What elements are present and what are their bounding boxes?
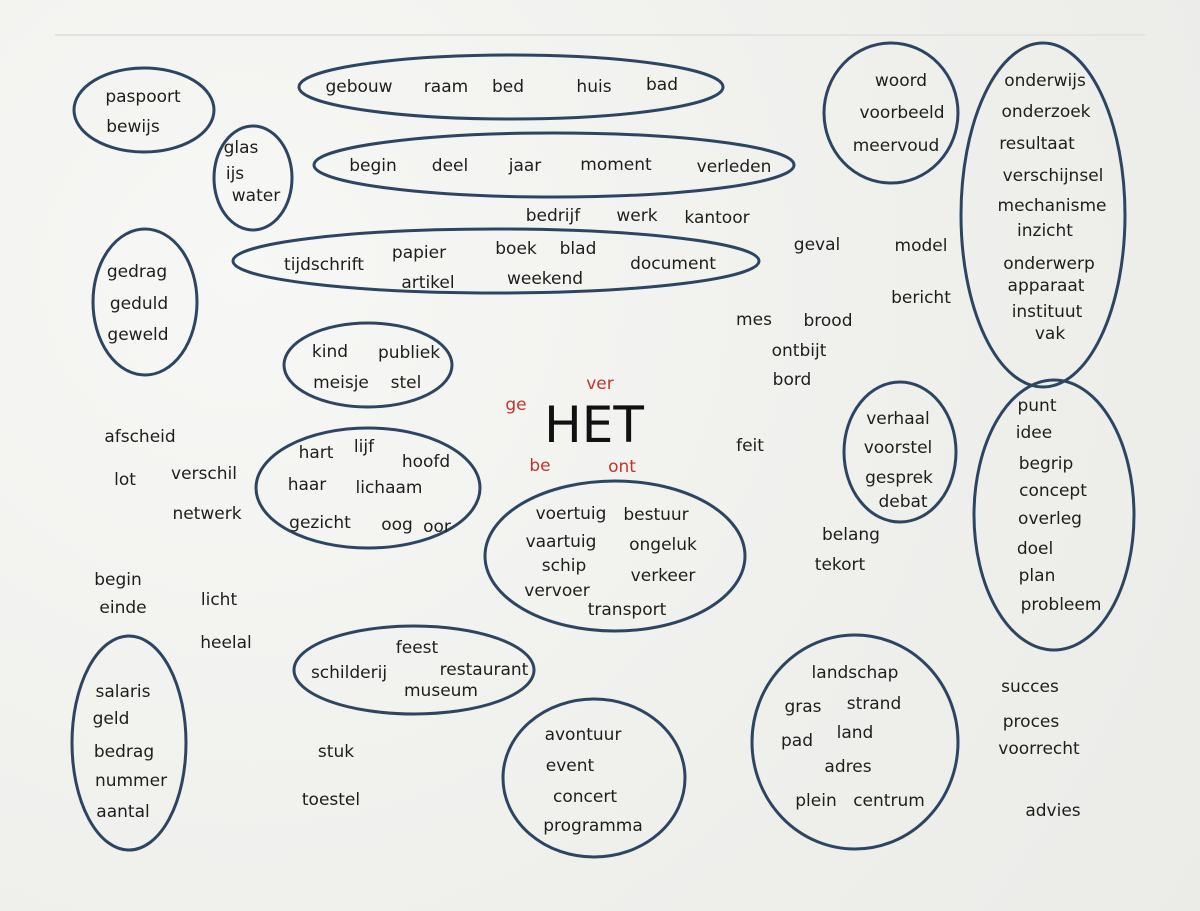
group-word: gedrag — [106, 262, 168, 282]
loose-word: kantoor — [684, 208, 750, 228]
loose-word: ontbijt — [771, 341, 827, 361]
group-word: geduld — [109, 294, 169, 314]
group-word: verkeer — [630, 566, 696, 586]
group-word: debat — [878, 492, 928, 512]
group-word: geld — [92, 709, 130, 729]
group-word: landschap — [811, 663, 899, 683]
group-word: geweld — [107, 325, 169, 345]
group-word: glas — [223, 138, 259, 158]
loose-word: bord — [772, 370, 812, 390]
loose-word: mes — [736, 310, 772, 330]
group-word: bewijs — [106, 117, 160, 137]
group-word: deel — [431, 156, 469, 176]
group-word: ijs — [225, 164, 245, 184]
loose-word: tekort — [814, 555, 866, 575]
loose-word: toestel — [301, 790, 361, 810]
loose-word: verschil — [171, 464, 237, 484]
group-word: gezicht — [289, 513, 351, 533]
group-word: blad — [559, 239, 597, 259]
group-word: water — [231, 186, 281, 206]
group-word: overleg — [1018, 509, 1082, 529]
group-word: salaris — [95, 682, 151, 702]
group-word: gesprek — [865, 468, 933, 488]
group-word: bed — [491, 77, 525, 97]
group-word: onderwijs — [1004, 71, 1086, 91]
group-word: vaartuig — [525, 532, 597, 552]
loose-word: proces — [1002, 712, 1060, 732]
group-word: museum — [404, 681, 478, 701]
group-word: oog — [381, 515, 413, 535]
group-word: begin — [349, 156, 397, 176]
loose-word: advies — [1025, 801, 1081, 821]
group-word: voorbeeld — [859, 103, 945, 123]
group-word: nummer — [94, 771, 168, 791]
group-word: probleem — [1020, 595, 1102, 615]
loose-word: afscheid — [104, 427, 176, 447]
group-word: kind — [311, 342, 349, 362]
group-word: concept — [1019, 481, 1087, 501]
prefix-be: be — [529, 456, 551, 476]
group-word: adres — [824, 757, 872, 777]
group-word: meisje — [313, 373, 369, 393]
group-word: ongeluk — [629, 535, 697, 555]
group-word: oor — [423, 517, 451, 537]
group-word: verschijnsel — [1002, 166, 1104, 186]
group-word: bedrag — [93, 742, 155, 762]
group-word: meervoud — [852, 136, 940, 156]
group-word: concert — [553, 787, 617, 807]
prefix-ge: ge — [505, 395, 527, 415]
group-word: publiek — [377, 343, 441, 363]
group-word: apparaat — [1007, 276, 1085, 296]
group-word: weekend — [506, 269, 584, 289]
group-word: bad — [646, 75, 678, 95]
group-word: event — [545, 756, 595, 776]
loose-word: werk — [616, 206, 658, 226]
group-word: restaurant — [439, 660, 529, 680]
loose-word: begin — [94, 570, 142, 590]
loose-word: voorrecht — [998, 739, 1080, 759]
loose-word: succes — [1001, 677, 1059, 697]
group-word: haar — [287, 475, 327, 495]
group-word: jaar — [508, 156, 542, 176]
group-word: idee — [1015, 423, 1053, 443]
loose-word: netwerk — [172, 504, 242, 524]
group-word: avontuur — [544, 725, 622, 745]
loose-word: stuk — [317, 742, 355, 762]
group-word: lichaam — [355, 478, 423, 498]
group-word: aantal — [96, 802, 150, 822]
group-word: moment — [580, 155, 652, 175]
group-word: raam — [423, 77, 469, 97]
group-word: schip — [541, 556, 587, 576]
group-word: verleden — [696, 157, 772, 177]
group-word: resultaat — [999, 134, 1075, 154]
group-word: begrip — [1018, 454, 1074, 474]
loose-word: licht — [200, 590, 238, 610]
loose-word: lot — [114, 470, 136, 490]
group-word: huis — [576, 77, 612, 97]
group-word: document — [630, 254, 716, 274]
group-word: woord — [874, 71, 928, 91]
group-word: feest — [395, 638, 439, 658]
group-word: bestuur — [623, 505, 689, 525]
group-word: vak — [1034, 324, 1066, 344]
prefix-ont: ont — [608, 457, 636, 477]
group-word: land — [836, 723, 874, 743]
group-word: onderzoek — [1001, 102, 1091, 122]
group-word: lijf — [353, 437, 375, 457]
group-word: plein — [795, 791, 837, 811]
loose-word: feit — [736, 436, 764, 456]
group-word: centrum — [853, 791, 925, 811]
group-word: instituut — [1011, 302, 1083, 322]
group-word: verhaal — [866, 409, 930, 429]
group-word: inzicht — [1017, 221, 1073, 241]
group-word: artikel — [401, 273, 455, 293]
loose-word: brood — [803, 311, 853, 331]
loose-word: bericht — [891, 288, 951, 308]
loose-word: model — [894, 236, 948, 256]
group-word: hart — [298, 443, 334, 463]
loose-word: einde — [99, 598, 147, 618]
group-word: papier — [391, 243, 447, 263]
loose-word: geval — [793, 235, 841, 255]
group-word: punt — [1017, 396, 1057, 416]
group-word: vervoer — [524, 581, 590, 601]
group-word: transport — [587, 600, 667, 620]
group-word: gebouw — [325, 77, 393, 97]
loose-word: heelal — [200, 633, 252, 653]
group-word: paspoort — [105, 87, 181, 107]
group-word: strand — [846, 694, 902, 714]
group-word: programma — [543, 816, 643, 836]
group-word: stel — [390, 373, 422, 393]
group-word: gras — [784, 697, 822, 717]
group-word: tijdschrift — [284, 255, 364, 275]
group-word: onderwerp — [1003, 254, 1095, 274]
loose-word: bedrijf — [525, 206, 581, 226]
center-word: HET — [544, 396, 644, 454]
group-word: boek — [495, 239, 537, 259]
group-word: voorstel — [863, 438, 933, 458]
group-word: hoofd — [401, 452, 451, 472]
group-word: schilderij — [310, 663, 388, 683]
loose-word: belang — [822, 525, 880, 545]
group-word: plan — [1018, 566, 1056, 586]
group-word: voertuig — [535, 504, 607, 524]
group-word: mechanisme — [997, 196, 1107, 216]
group-word: doel — [1016, 539, 1054, 559]
group-word: pad — [781, 731, 813, 751]
prefix-ver: ver — [586, 374, 614, 394]
